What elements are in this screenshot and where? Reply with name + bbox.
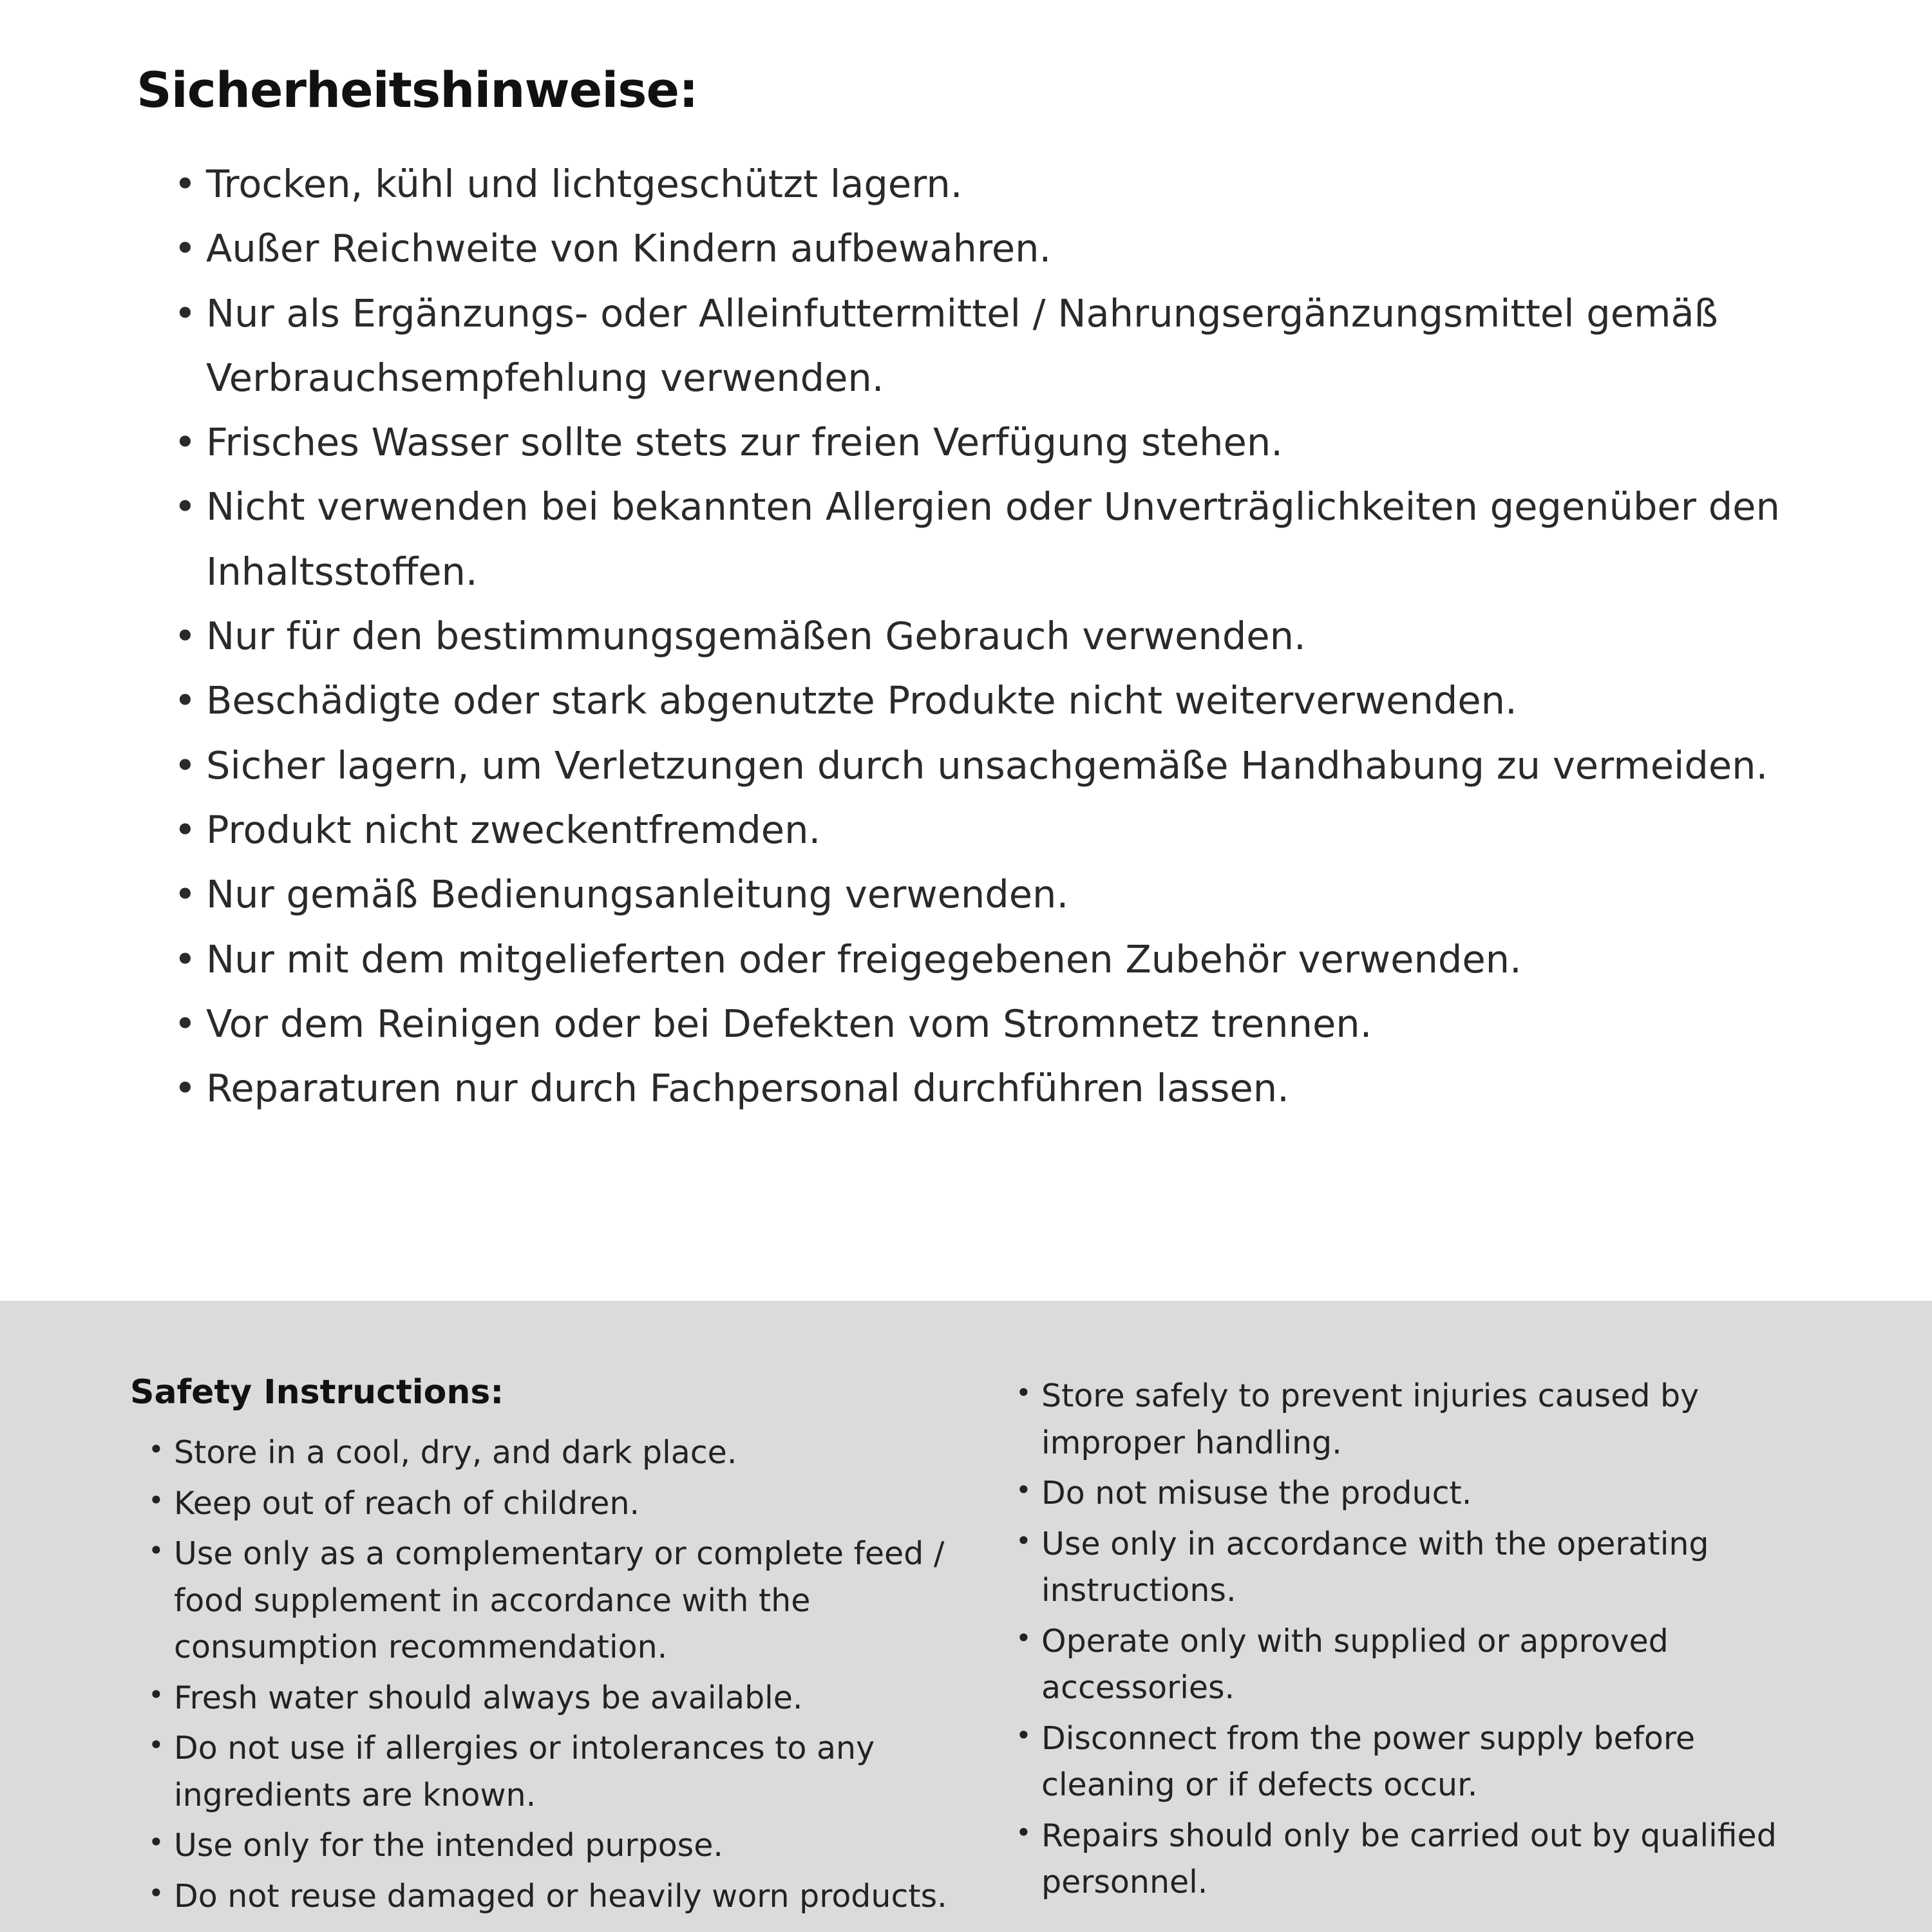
list-item: • Sicher lagern, um Verletzungen durch unsachgemäße Handhabung zu vermeiden.: [169, 734, 1855, 798]
list-item: • Vor dem Reinigen oder bei Defekten vom Stromnetz trennen.: [169, 992, 1855, 1056]
list-item: • Fresh water should always be available.: [144, 1675, 954, 1722]
list-item: • Operate only with supplied or approved accessories.: [1012, 1618, 1835, 1712]
list-item: • Disconnect from the power supply before cleaning or if defects occur.: [1012, 1716, 1835, 1809]
english-right-column: [1012, 1373, 1835, 1932]
list-item: • Store in a cool, dry, and dark place.: [144, 1430, 954, 1477]
list-item: • Nur gemäß Bedienungsanleitung verwenden.: [169, 862, 1855, 927]
list-item: • Keep out of reach of children.: [144, 1481, 954, 1528]
english-left-column: [130, 1373, 954, 1932]
german-section-title: Sicherheitshinweise:: [137, 61, 698, 118]
english-instructions-list-right: [1012, 1373, 1835, 1906]
list-item: • Do not use if allergies or intolerances to any ingredients are known.: [144, 1725, 954, 1819]
list-item: • Nicht verwenden bei bekannten Allergien oder Unverträglichkeiten gegenüber den Inhaltsstoffen.: [169, 475, 1855, 604]
list-item: • Nur als Ergänzungs- oder Alleinfuttermittel / Nahrungsergänzungsmittel gemäß Verbrauchsempfehlung verwenden.: [169, 281, 1855, 411]
list-item: • Use only as a complementary or complete feed / food supplement in accordance with the consumption recommendation.: [144, 1531, 954, 1671]
english-instructions-list-left: [130, 1430, 954, 1920]
list-item: • Nur für den bestimmungsgemäßen Gebrauch verwenden.: [169, 604, 1855, 668]
german-instructions-list: [137, 152, 1855, 1121]
list-item: • Use only for the intended purpose.: [144, 1823, 954, 1870]
list-item: • Use only in accordance with the operating instructions.: [1012, 1521, 1835, 1615]
list-item: • Beschädigte oder stark abgenutzte Produkte nicht weiterverwenden.: [169, 668, 1855, 733]
list-item: • Do not reuse damaged or heavily worn products.: [144, 1873, 954, 1920]
list-item: • Repairs should only be carried out by qualified personnel.: [1012, 1813, 1835, 1906]
list-item: • Produkt nicht zweckentfremden.: [169, 798, 1855, 862]
list-item: • Trocken, kühl und lichtgeschützt lagern.: [169, 152, 1855, 216]
list-item: • Do not misuse the product.: [1012, 1470, 1835, 1517]
list-item: • Store safely to prevent injuries caused by improper handling.: [1012, 1373, 1835, 1466]
list-item: • Außer Reichweite von Kindern aufbewahren.: [169, 216, 1855, 281]
english-section: [0, 1301, 1932, 1932]
list-item: • Frisches Wasser sollte stets zur freien Verfügung stehen.: [169, 410, 1855, 475]
english-section-title: Safety Instructions:: [130, 1373, 504, 1412]
list-item: • Reparaturen nur durch Fachpersonal durchführen lassen.: [169, 1056, 1855, 1121]
list-item: • Nur mit dem mitgelieferten oder freigegebenen Zubehör verwenden.: [169, 927, 1855, 992]
